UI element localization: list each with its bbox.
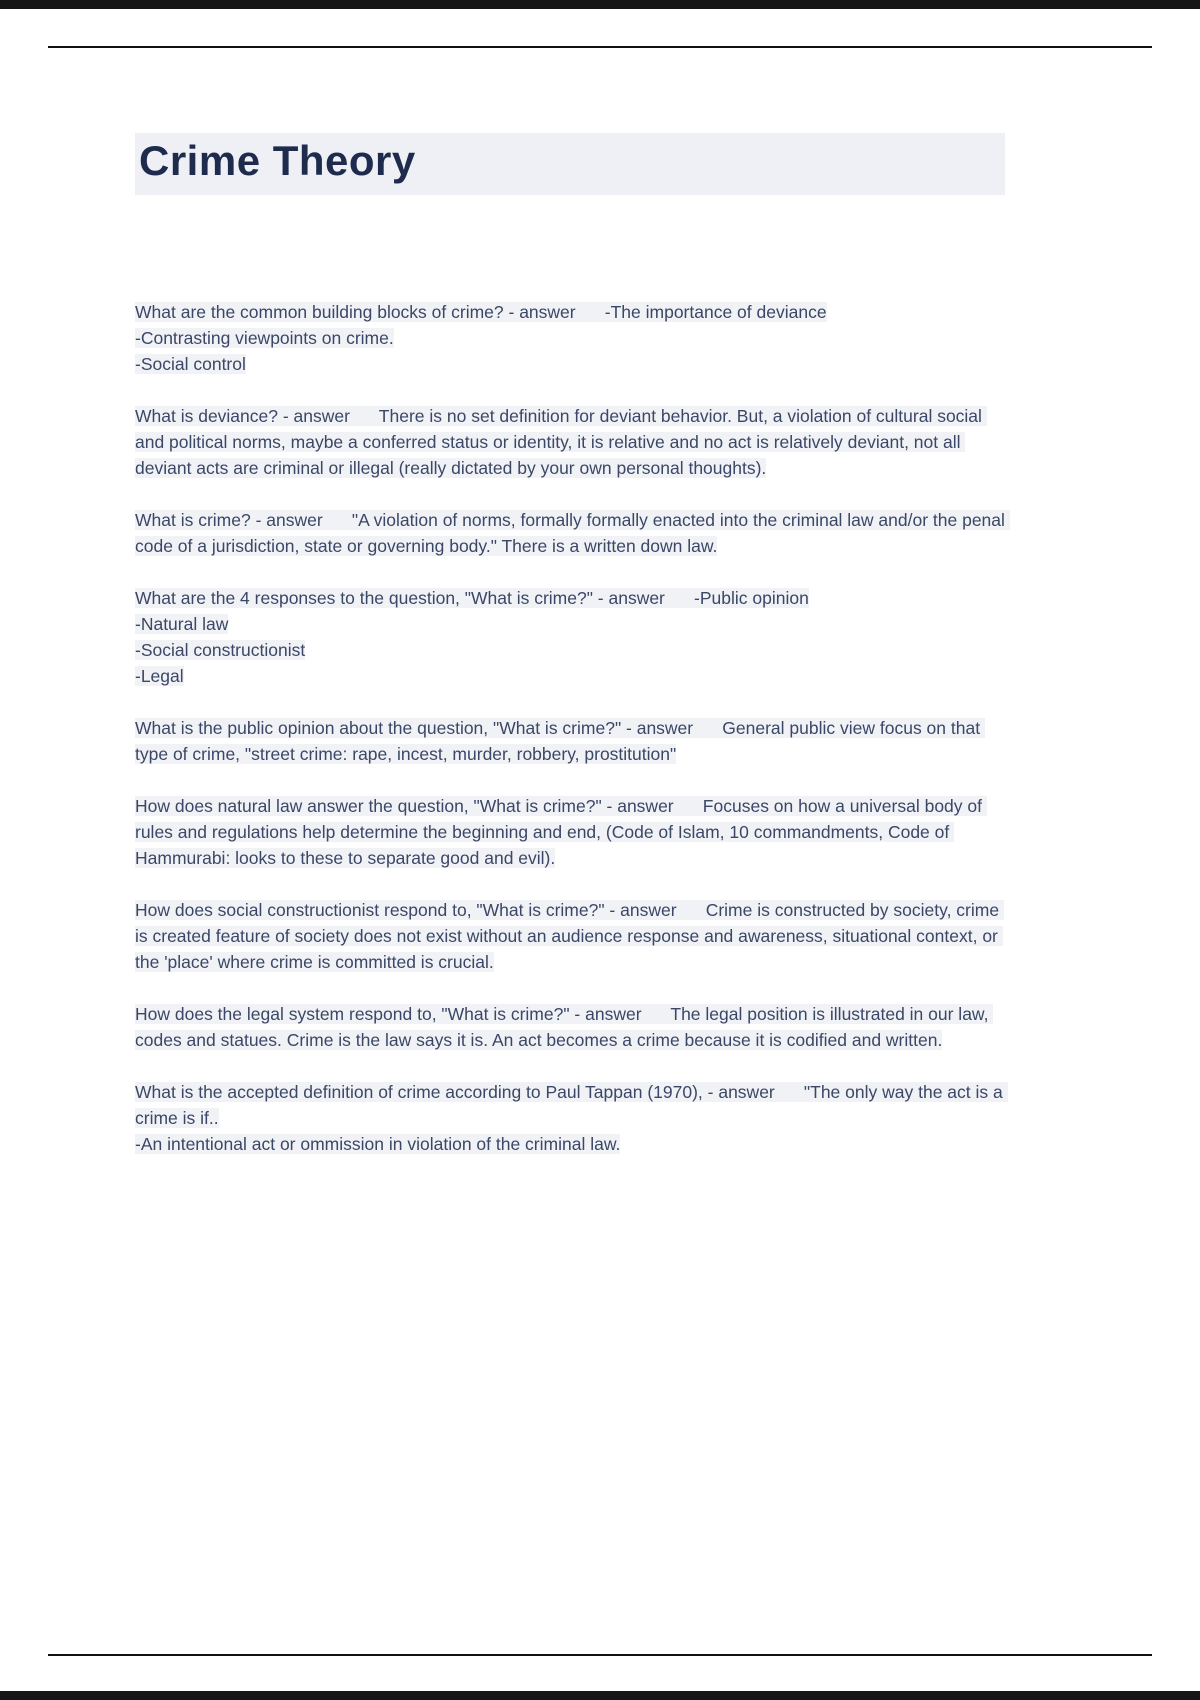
top-horizontal-rule [48, 46, 1152, 48]
qa-block [135, 507, 1010, 559]
qa-text: What are the 4 responses to the question, "What is crime?" - answer -Public opinion -Natural law -Social constructionist -Legal [135, 588, 809, 686]
qa-text: What is deviance? - answer There is no set definition for deviant behavior. But, a violation of cultural social and political norms, maybe a conferred status or identity, it is relative and no act is relatively deviant, not all deviant acts are criminal or illegal (really dictated by your own personal thoughts). [135, 406, 987, 478]
qa-block [135, 715, 1005, 767]
bottom-horizontal-rule [48, 1654, 1152, 1656]
qa-block [135, 897, 1005, 975]
qa-text: How does the legal system respond to, "What is crime?" - answer The legal position is illustrated in our law, codes and statues. Crime is the law says it is. An act becomes a crime because it is codified and written. [135, 1004, 994, 1050]
qa-text: How does social constructionist respond to, "What is crime?" - answer Crime is constructed by society, crime is created feature of society does not exist without an audience response and awareness, situational context, or the 'place' where crime is committed is crucial. [135, 900, 1004, 972]
qa-text: What is the public opinion about the question, "What is crime?" - answer General public view focus on that type of crime, "street crime: rape, incest, murder, robbery, prostitution" [135, 718, 985, 764]
document-content [135, 133, 1010, 1183]
qa-text: How does natural law answer the question, "What is crime?" - answer Focuses on how a universal body of rules and regulations help determine the beginning and end, (Code of Islam, 10 commandments, Code of Hammurabi: looks to these to separate good and evil). [135, 796, 987, 868]
qa-text: What is the accepted definition of crime according to Paul Tappan (1970), - answer "The only way the act is a crime is if.. -An intentional act or ommission in violation of the criminal law. [135, 1082, 1008, 1154]
qa-block [135, 299, 1005, 377]
qa-block [135, 585, 1005, 689]
page-title: Crime Theory [135, 133, 1005, 195]
page-bottom-border [0, 1691, 1200, 1700]
qa-text: What is crime? - answer "A violation of norms, formally formally enacted into the criminal law and/or the penal code of a jurisdiction, state or governing body." There is a written down law. [135, 510, 1010, 556]
qa-block [135, 403, 1005, 481]
qa-block [135, 793, 1005, 871]
qa-block [135, 1001, 1005, 1053]
qa-list [135, 299, 1010, 1157]
page-top-border [0, 0, 1200, 9]
qa-text: What are the common building blocks of crime? - answer -The importance of deviance -Contrasting viewpoints on crime. -Social control [135, 302, 827, 374]
qa-block [135, 1079, 1005, 1157]
